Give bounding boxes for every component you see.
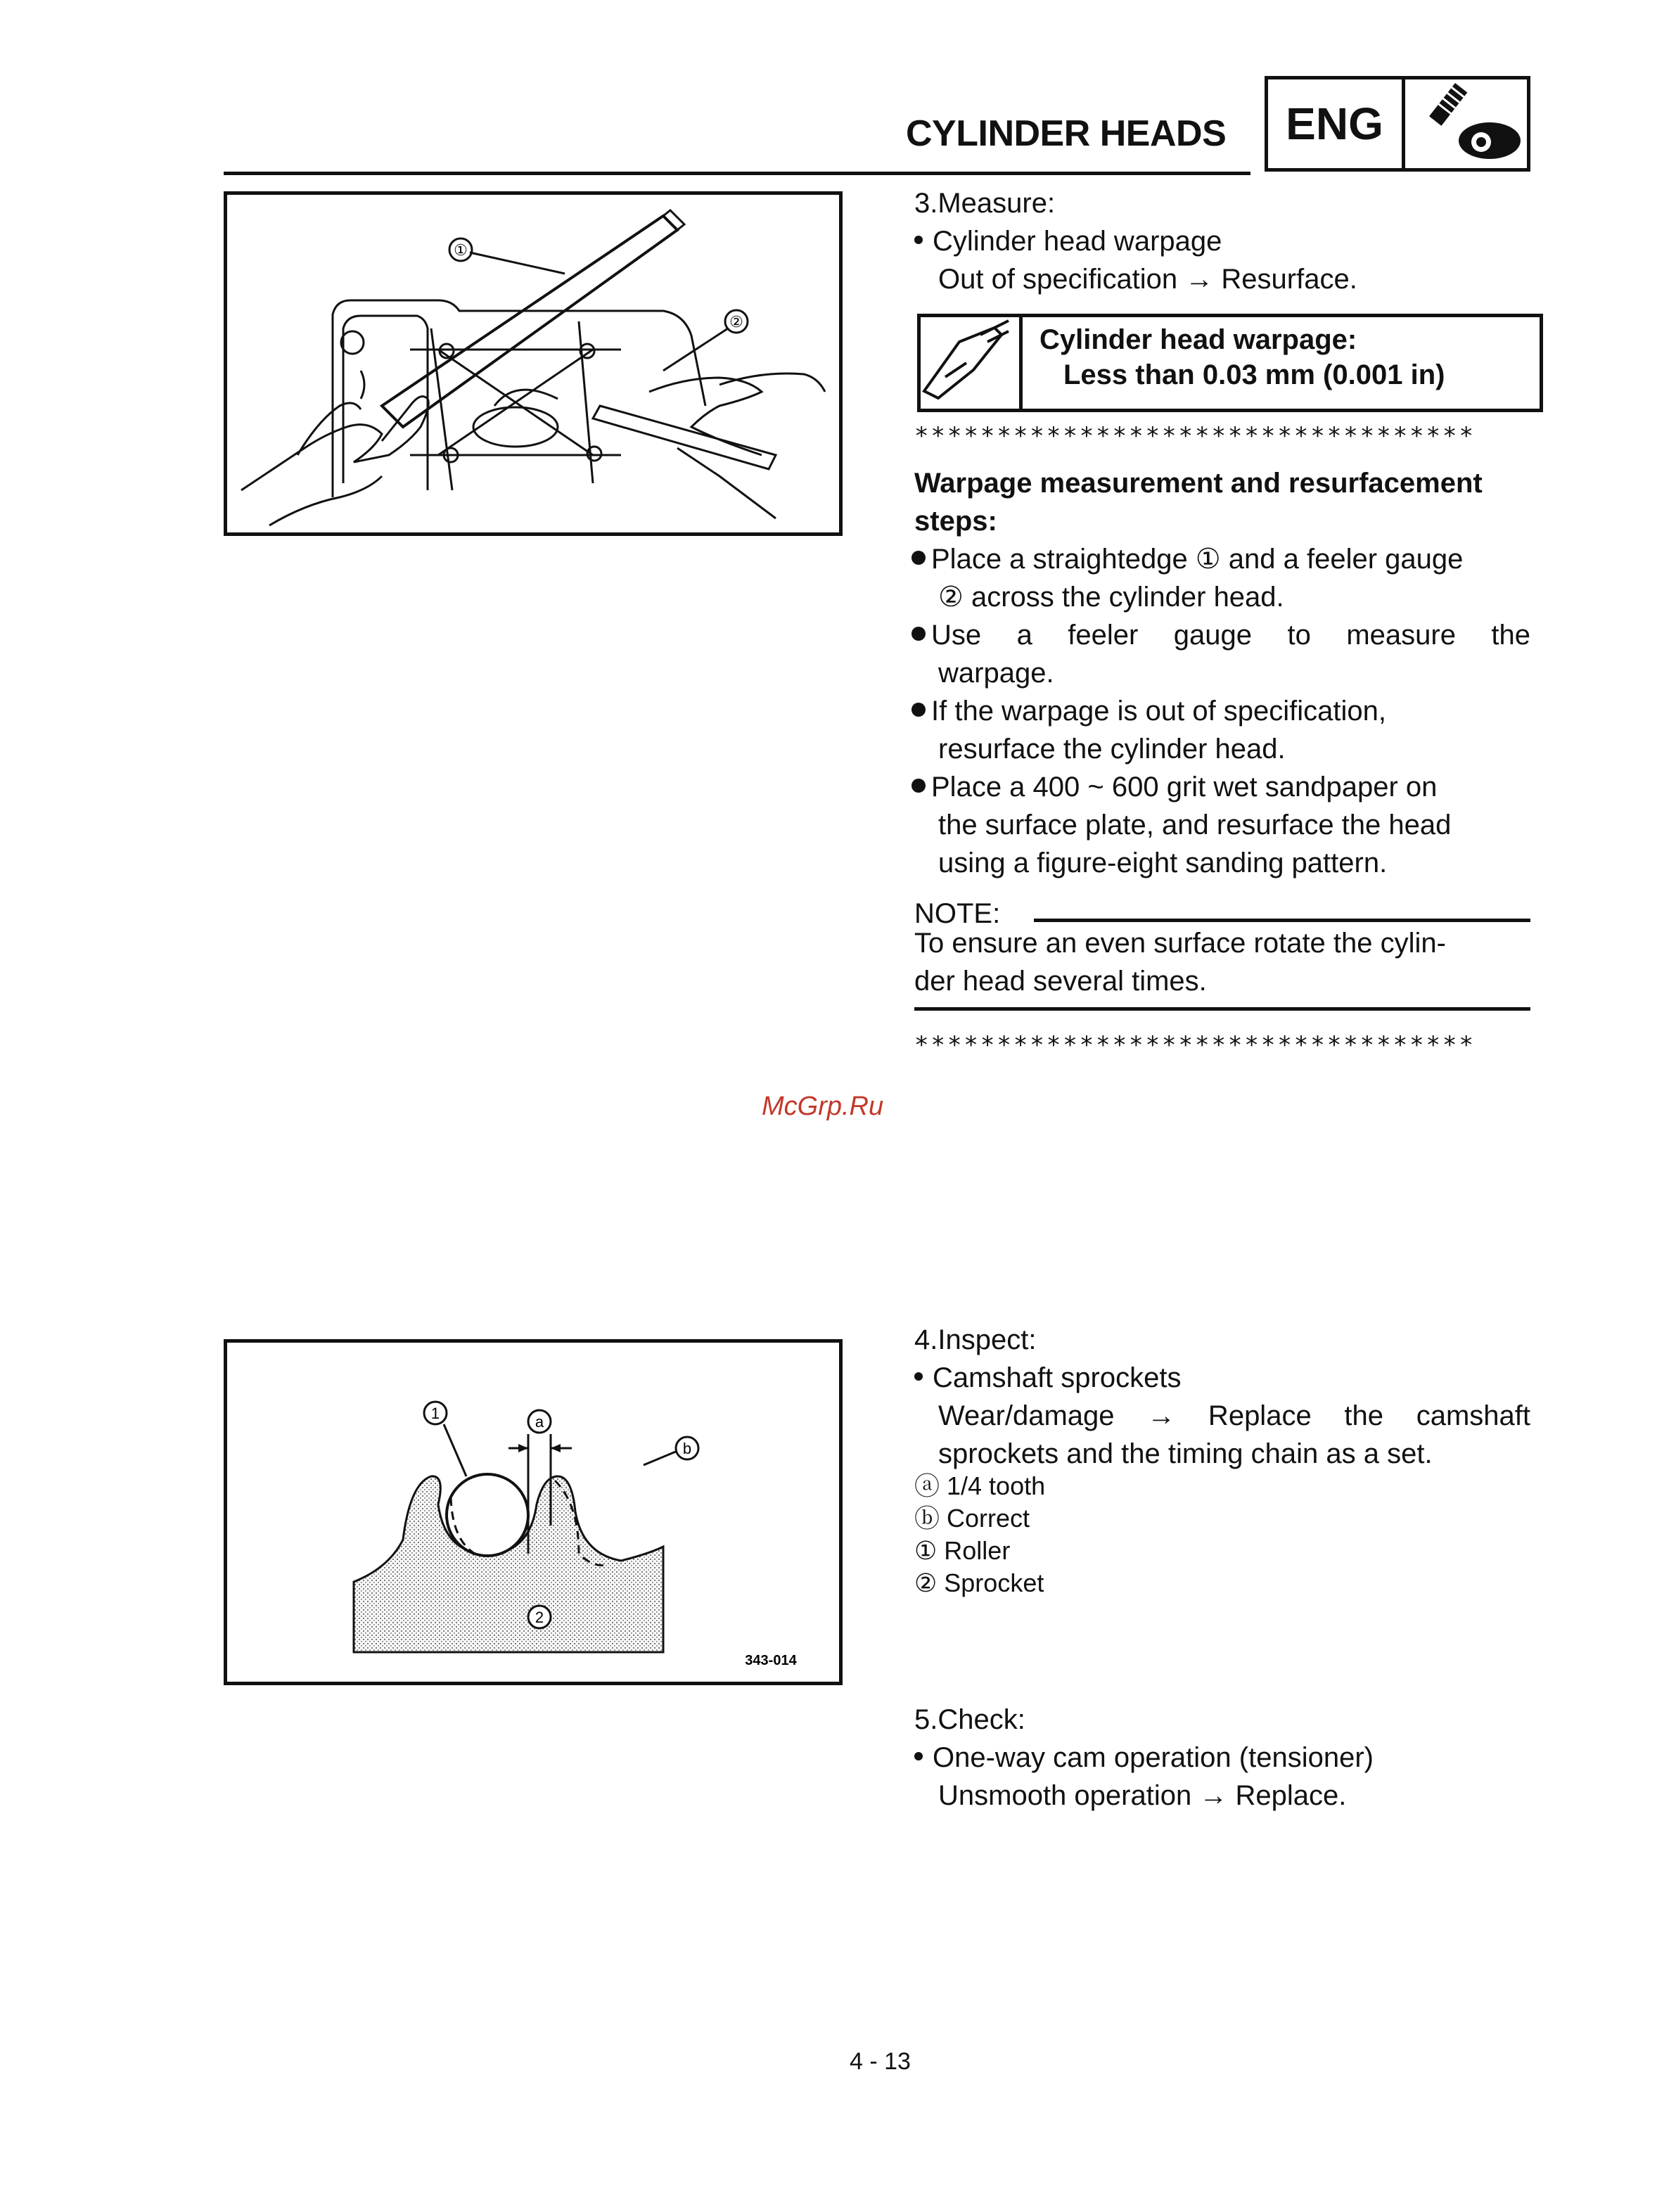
spec-icon-cell [917, 314, 1023, 412]
bullet-icon [911, 627, 926, 641]
figure-code: 343-014 [745, 1653, 797, 1668]
step-5-item: One-way cam operation (tensioner) [914, 1739, 1374, 1777]
spec-text [1039, 322, 1445, 392]
watermark: McGrp.Ru [762, 1092, 884, 1121]
header-rule [224, 172, 1250, 175]
legend-item: ⓐ 1/4 tooth [914, 1471, 1046, 1500]
note-line2: der head several times. [914, 966, 1207, 997]
steps-heading-line2: steps: [914, 506, 997, 537]
legend-item: ① Roller [914, 1536, 1011, 1565]
step-5-heading: 5.Check: [914, 1704, 1025, 1735]
legend-item: ⓑ Correct [914, 1504, 1030, 1533]
bullet-icon [914, 1752, 923, 1760]
step-3-item-result: Out of specification → Resurface. [938, 264, 1357, 295]
callout-1: 1 [430, 1405, 440, 1422]
callout-1: ① [454, 241, 468, 259]
bullet-4: Place a 400 ~ 600 grit wet sandpaper on the surface plate, and resurface the head using a figure-eight sanding pattern. [911, 768, 1530, 882]
legend-item: ② Sprocket [914, 1568, 1044, 1597]
figure-straightedge [224, 191, 843, 536]
bullet-icon [911, 551, 926, 565]
bullet-3: If the warpage is out of specification, resurface the cylinder head. [911, 692, 1530, 768]
callout-b: b [682, 1440, 692, 1457]
spec-value: Less than 0.03 mm (0.001 in) [1063, 359, 1445, 390]
bullet-1: Place a straightedge ① and a feeler gauge ② across the cylinder head. [911, 540, 1530, 616]
step-3-heading: 3.Measure: [914, 188, 1056, 219]
bullet-2: Use a feeler gauge to measure the warpage. [911, 616, 1530, 692]
step-4-result-line1: Wear/damage → Replace the camshaft [938, 1400, 1530, 1431]
engine-wrench-icon [1412, 83, 1528, 166]
feeler-gauge-icon [917, 314, 1016, 405]
page-number: 4 - 13 [850, 2048, 911, 2075]
separator-stars-bottom: ********************************** [914, 1031, 1476, 1059]
sprocket-illustration [227, 1343, 839, 1682]
step-5-result: Unsmooth operation → Replace. [938, 1780, 1347, 1811]
step-4-result-line2: sprockets and the timing chain as a set. [938, 1438, 1433, 1469]
step-4-item: Camshaft sprockets [914, 1359, 1181, 1397]
callout-2: 2 [535, 1609, 544, 1626]
bullet-icon [911, 779, 926, 793]
straightedge-illustration [227, 195, 839, 532]
bullet-icon [914, 1372, 923, 1381]
note-rule-bottom [914, 1007, 1530, 1011]
figure-legend [914, 1470, 1045, 1599]
bullet-icon [911, 703, 926, 717]
bullet-icon [914, 236, 923, 244]
separator-stars-top: ********************************** [914, 422, 1476, 450]
note-line1: To ensure an even surface rotate the cylin- [914, 928, 1446, 959]
step-3-item: Cylinder head warpage [914, 222, 1222, 260]
note-label: NOTE: [914, 898, 1001, 929]
section-badge-eng: ENG [1267, 79, 1405, 169]
steps-heading-line1: Warpage measurement and resurfacement [914, 468, 1483, 499]
note-rule-top [1034, 919, 1530, 922]
callout-2: ② [729, 313, 743, 331]
spec-label: Cylinder head warpage: [1039, 324, 1357, 355]
page-title: CYLINDER HEADS [906, 113, 1227, 154]
step-4-heading: 4.Inspect: [914, 1324, 1037, 1355]
callout-a: a [535, 1413, 544, 1431]
figure-sprocket [224, 1339, 843, 1685]
